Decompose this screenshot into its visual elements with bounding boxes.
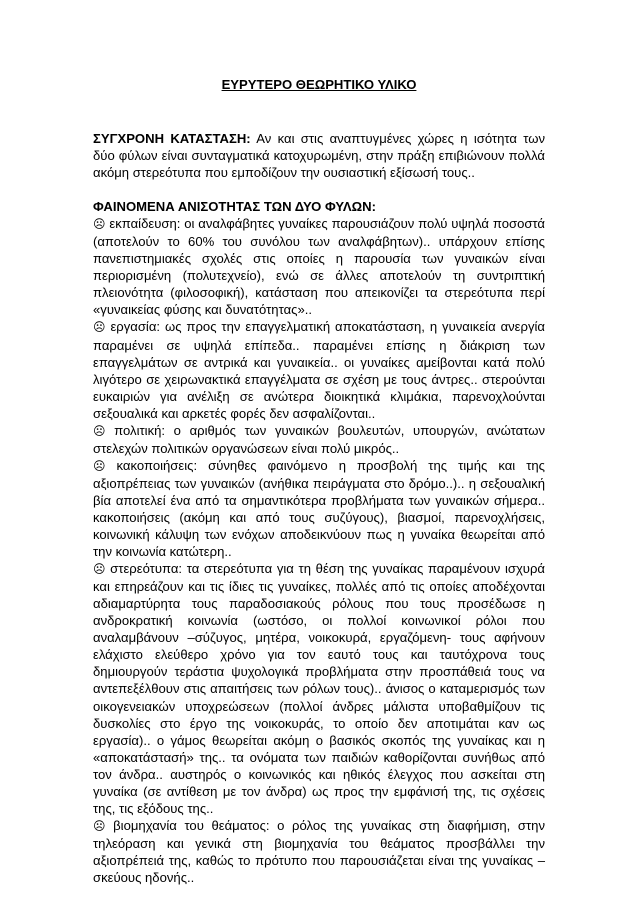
sad-face-icon: ☹ — [93, 217, 106, 232]
inequality-heading: ΦΑΙΝΟΜΕΝΑ ΑΝΙΣΟΤΗΤΑΣ ΤΩΝ ΔΥΟ ΦΥΛΩΝ: — [93, 199, 376, 215]
inequality-item-entertainment — [93, 817, 545, 886]
inequality-item-politics — [93, 422, 545, 457]
current-state-paragraph — [93, 130, 545, 181]
inequality-item-education — [93, 215, 545, 318]
inequality-item-stereotypes — [93, 560, 545, 817]
sad-face-icon: ☹ — [93, 458, 106, 473]
current-state-text: Αν και στις αναπτυγμένες χώρες η ισότητα των δύο φύλων είναι συνταγματικά κατοχυρωμένη, στην πράξη επιβιώνουν πολλά ακόμη στερεότυπα που εμποδίζουν την ουσιαστική εξίσωσή τους.. — [93, 131, 546, 181]
sad-face-icon: ☹ — [93, 562, 106, 577]
inequality-item-text: στερεότυπα: τα στερεότυπα για τη θέση της γυναίκας παραμένουν ισχυρά και επηρεάζουν και τις ίδιες τις γυναίκες, πολλές από τις οποίες αποδέχονται αδιαμαρτύρητα τους παραδοσιακούς ρόλους που τους προσέδωσε η ανδροκρατική κοινωνία (ωστόσο, οι πολλοί κοινωνικοί ρόλοι που αναλαμβάνουν –σύζυγος, μητέρα, νοικοκυρά, εργαζόμενη- τους αφήνουν ελάχιστο ελεύθερο χρόνο για τον εαυτό τους και ταυτόχρονα τους δημιουργούν τεράστια ψυχολογικά προβλήματα στην προσπάθειά τους να αντεπεξέλθουν στις απαιτήσεις των ρόλων τους).. άνισος ο καταμερισμός των οικογενειακών υποχρεώσεων (πολλοί άνδρες μάλιστα υποβαθμίζουν τις δυσκολίες στο έργο της νοικοκυράς, το οποίο δεν αποτιμάται καν ως εργασία).. ο γάμος θεωρείται ακόμη ο βασικός σκοπός της γυναίκας και η «αποκατάστασή» της.. τα ονόματα των παιδιών καθορίζονται συνήθως από τον άνδρα.. αυστηρός ο κοινωνικός και ηθικός έλεγχος που ασκείται στη γυναίκα (σε αντίθεση με τον άνδρα) ως προς την εμφάνισή της, τις σχέσεις της, τις εξόδους της.. — [93, 561, 545, 816]
inequality-item-text: εκπαίδευση: οι αναλφάβητες γυναίκες παρουσιάζουν πολύ υψηλά ποσοστά (αποτελούν το 60% του συνόλου των αναλφάβητων).. υπάρχουν επίσης πανεπιστημιακές σχολές στις οποίες η παρουσία των γυναικών είναι περιορισμένη (πολυτεχνείο), ενώ σε άλλες αποτελούν τη συντριπτική πλειονότητα (φιλοσοφική), κατάσταση που απεικονίζει τα στερεότυπα περί «γυναικείας φύσης και δυνατότητας».. — [93, 216, 545, 318]
document-body — [93, 76, 545, 886]
document-title: ΕΥΡΥΤΕΡΟ ΘΕΩΡΗΤΙΚΟ ΥΛΙΚΟ — [221, 77, 417, 92]
sad-face-icon: ☹ — [93, 423, 106, 438]
sad-face-icon: ☹ — [93, 818, 106, 833]
inequality-item-text: βιομηχανία του θεάματος: ο ρόλος της γυναίκας στη διαφήμιση, στην τηλεόραση και γενικά στη βιομηχανία του θεάματος προσβάλλει την αξιοπρέπειά της, καθώς το πρότυπο που παρουσιάζεται είναι της γυναίκας – σκεύους ηδονής.. — [93, 817, 545, 885]
inequality-item-text: πολιτική: ο αριθμός των γυναικών βουλευτών, υπουργών, ανώτατων στελεχών πολιτικών οργανώσεων είναι πολύ μικρός.. — [93, 422, 545, 456]
inequality-item-text: κακοποιήσεις: σύνηθες φαινόμενο η προσβολή της τιμής και της αξιοπρέπειας των γυναικών (ανήθικα πειράγματα στο δρόμο..).. η σεξουαλική βία αποτελεί ένα από τα σημαντικότερα προβλήματα των γυναικών σήμερα.. κακοποιήσεις (ακόμη και από τους συζύγους), βιασμοί, παρενοχλήσεις, κοινωνική κάλυψη των ενόχων αποδεικνύουν πως η γυναίκα θεωρείται από την κοινωνία κατώτερη.. — [93, 457, 545, 560]
current-state-label: ΣΥΓΧΡΟΝΗ ΚΑΤΑΣΤΑΣΗ: — [93, 131, 251, 146]
sad-face-icon: ☹ — [93, 320, 106, 335]
inequality-item-work — [93, 318, 545, 421]
inequality-item-abuse — [93, 457, 545, 560]
inequality-item-text: εργασία: ως προς την επαγγελματική αποκατάσταση, η γυναικεία ανεργία παραμένει σε υψηλά επίπεδα.. παραμένει επίσης η διάκριση των επαγγελμάτων σε αντρικά και γυναικεία.. οι γυναίκες αμείβονται κατά πολύ λιγότερο σε χειρωνακτικά επαγγέλματα σε σχέση με τους άντρες.. στερούνται ευκαιριών για ανέλιξη σε ανώτερα διοικητικά κλιμάκια, παρενοχλούνται σεξουαλικά και αρκετές φορές δεν ασφαλίζονται.. — [93, 319, 545, 421]
